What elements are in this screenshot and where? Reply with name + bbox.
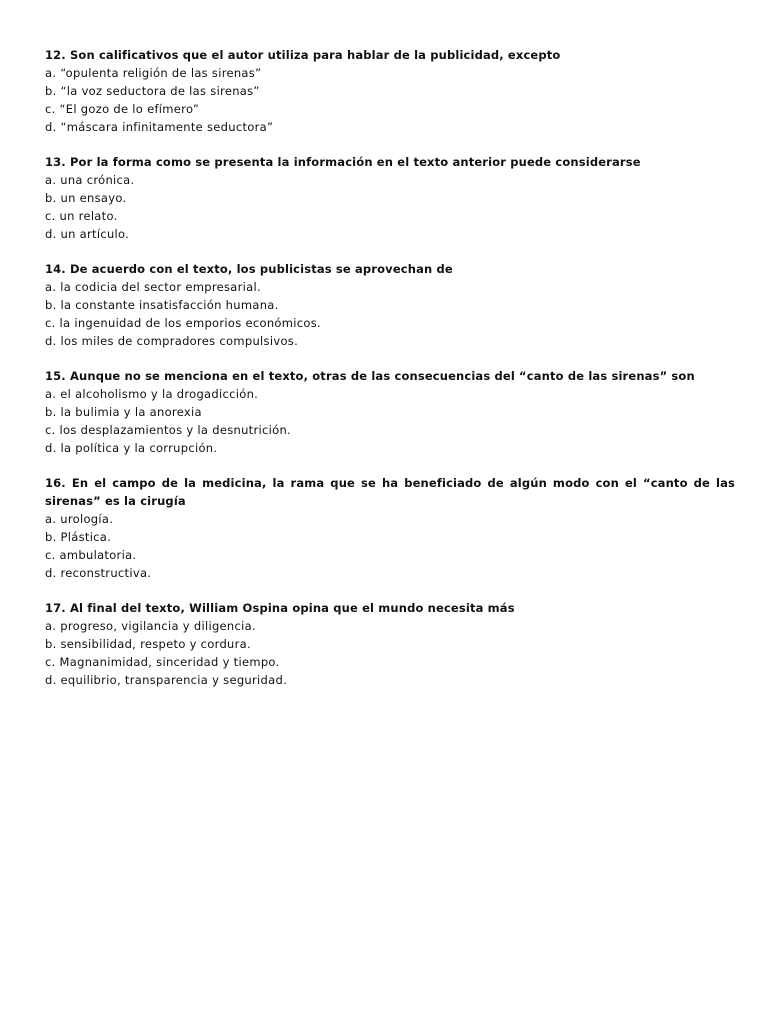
- question-title: 17. Al final del texto, William Ospina opina que el mundo necesita más: [45, 601, 515, 615]
- option-a: a. el alcoholismo y la drogadicción.: [45, 387, 259, 401]
- option-b: b. sensibilidad, respeto y cordura.: [45, 637, 251, 651]
- option-a: a. la codicia del sector empresarial.: [45, 280, 261, 294]
- option-a: a. progreso, vigilancia y diligencia.: [45, 619, 256, 633]
- question-14: [45, 260, 735, 350]
- option-c: c. ambulatoria.: [45, 548, 137, 562]
- option-b: b. Plástica.: [45, 530, 112, 544]
- document-page: [45, 46, 735, 706]
- option-c: c. un relato.: [45, 209, 118, 223]
- question-title: 14. De acuerdo con el texto, los publicistas se aprovechan de: [45, 262, 453, 276]
- question-16: [45, 474, 735, 582]
- question-title: 16. En el campo de la medicina, la rama que se ha beneficiado de algún modo con el “canto de las sirenas” es la cirugía: [45, 476, 735, 508]
- question-title: 12. Son calificativos que el autor utiliza para hablar de la publicidad, excepto: [45, 48, 561, 62]
- question-title: 15. Aunque no se menciona en el texto, otras de las consecuencias del “canto de las sirenas” son: [45, 369, 695, 383]
- question-title: 13. Por la forma como se presenta la información en el texto anterior puede considerarse: [45, 155, 641, 169]
- option-d: d. un artículo.: [45, 227, 130, 241]
- option-d: d. la política y la corrupción.: [45, 441, 218, 455]
- option-c: c. la ingenuidad de los emporios económicos.: [45, 316, 321, 330]
- option-b: b. “la voz seductora de las sirenas”: [45, 84, 260, 98]
- option-a: a. urología.: [45, 512, 114, 526]
- option-a: a. una crónica.: [45, 173, 135, 187]
- option-d: d. “máscara infinitamente seductora”: [45, 120, 274, 134]
- option-b: b. la constante insatisfacción humana.: [45, 298, 279, 312]
- option-d: d. los miles de compradores compulsivos.: [45, 334, 299, 348]
- option-c: c. “El gozo de lo efímero”: [45, 102, 200, 116]
- option-a: a. “opulenta religión de las sirenas”: [45, 66, 262, 80]
- option-d: d. reconstructiva.: [45, 566, 152, 580]
- option-b: b. un ensayo.: [45, 191, 127, 205]
- option-c: c. Magnanimidad, sinceridad y tiempo.: [45, 655, 280, 669]
- question-12: [45, 46, 735, 136]
- option-b: b. la bulimia y la anorexia: [45, 405, 202, 419]
- question-13: [45, 153, 735, 243]
- option-d: d. equilibrio, transparencia y seguridad.: [45, 673, 288, 687]
- question-15: [45, 367, 735, 457]
- question-17: [45, 599, 735, 689]
- option-c: c. los desplazamientos y la desnutrición.: [45, 423, 291, 437]
